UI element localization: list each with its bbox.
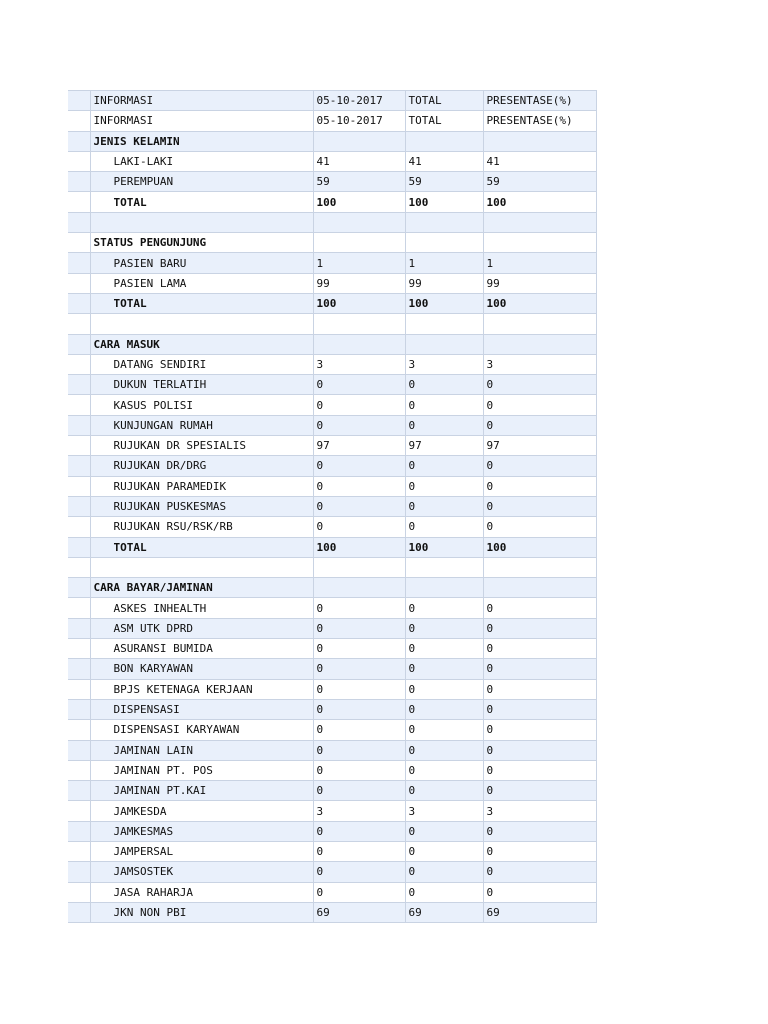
date-value-cell: 0	[313, 476, 405, 496]
percentage-value-cell: 100	[483, 293, 596, 313]
date-value-cell: 05-10-2017	[313, 111, 405, 131]
table-row	[68, 740, 596, 760]
label-cell: ASKES INHEALTH	[90, 598, 313, 618]
table-row	[68, 517, 596, 537]
percentage-value-cell: PRESENTASE(%)	[483, 91, 596, 111]
table-row	[68, 253, 596, 273]
total-value-cell: 0	[405, 395, 483, 415]
row-gutter-cell	[68, 598, 90, 618]
row-gutter-cell	[68, 91, 90, 111]
date-value-cell: 97	[313, 436, 405, 456]
label-cell: JAMPERSAL	[90, 841, 313, 861]
label-cell: JAMSOSTEK	[90, 862, 313, 882]
row-gutter-cell	[68, 801, 90, 821]
total-value-cell: 0	[405, 415, 483, 435]
row-gutter-cell	[68, 496, 90, 516]
total-value-cell: 1	[405, 253, 483, 273]
row-gutter-cell	[68, 760, 90, 780]
percentage-value-cell	[483, 314, 596, 334]
total-value-cell	[405, 131, 483, 151]
label-cell: LAKI-LAKI	[90, 151, 313, 171]
total-value-cell: 59	[405, 172, 483, 192]
percentage-value-cell: 0	[483, 659, 596, 679]
label-cell: JAMKESDA	[90, 801, 313, 821]
percentage-value-cell	[483, 578, 596, 598]
row-gutter-cell	[68, 821, 90, 841]
row-gutter-cell	[68, 862, 90, 882]
label-cell: TOTAL	[90, 293, 313, 313]
table-row	[68, 841, 596, 861]
percentage-value-cell	[483, 334, 596, 354]
label-cell	[90, 212, 313, 232]
table-row	[68, 882, 596, 902]
table-row	[68, 436, 596, 456]
table-row	[68, 618, 596, 638]
row-gutter-cell	[68, 131, 90, 151]
percentage-value-cell: PRESENTASE(%)	[483, 111, 596, 131]
label-cell: RUJUKAN PUSKESMAS	[90, 496, 313, 516]
row-gutter-cell	[68, 436, 90, 456]
row-gutter-cell	[68, 395, 90, 415]
percentage-value-cell: 0	[483, 415, 596, 435]
total-value-cell	[405, 314, 483, 334]
table-row	[68, 172, 596, 192]
total-value-cell: 0	[405, 517, 483, 537]
date-value-cell: 0	[313, 699, 405, 719]
date-value-cell: 0	[313, 639, 405, 659]
date-value-cell: 0	[313, 781, 405, 801]
date-value-cell: 0	[313, 760, 405, 780]
total-value-cell	[405, 557, 483, 577]
date-value-cell: 0	[313, 679, 405, 699]
total-value-cell: 0	[405, 699, 483, 719]
table-row	[68, 151, 596, 171]
percentage-value-cell: 0	[483, 679, 596, 699]
percentage-value-cell: 0	[483, 639, 596, 659]
label-cell: DISPENSASI	[90, 699, 313, 719]
header-row	[68, 91, 596, 111]
percentage-value-cell: 0	[483, 456, 596, 476]
percentage-value-cell: 0	[483, 821, 596, 841]
percentage-value-cell: 0	[483, 476, 596, 496]
row-gutter-cell	[68, 659, 90, 679]
label-cell: DATANG SENDIRI	[90, 354, 313, 374]
total-value-cell	[405, 212, 483, 232]
row-gutter-cell	[68, 517, 90, 537]
table-row	[68, 760, 596, 780]
total-value-cell: 0	[405, 496, 483, 516]
row-gutter-cell	[68, 781, 90, 801]
total-value-cell: 0	[405, 781, 483, 801]
total-value-cell: TOTAL	[405, 111, 483, 131]
percentage-value-cell: 0	[483, 760, 596, 780]
spacer-row	[68, 557, 596, 577]
percentage-value-cell: 3	[483, 801, 596, 821]
section-row	[68, 233, 596, 253]
label-cell: RUJUKAN DR SPESIALIS	[90, 436, 313, 456]
label-cell: JENIS KELAMIN	[90, 131, 313, 151]
date-value-cell: 0	[313, 882, 405, 902]
percentage-value-cell: 97	[483, 436, 596, 456]
row-gutter-cell	[68, 212, 90, 232]
date-value-cell	[313, 578, 405, 598]
table-row	[68, 496, 596, 516]
date-value-cell: 0	[313, 415, 405, 435]
label-cell: JKN NON PBI	[90, 902, 313, 922]
label-cell: JASA RAHARJA	[90, 882, 313, 902]
label-cell: PASIEN BARU	[90, 253, 313, 273]
total-value-cell: 41	[405, 151, 483, 171]
label-cell: JAMINAN LAIN	[90, 740, 313, 760]
row-gutter-cell	[68, 111, 90, 131]
label-cell: DUKUN TERLATIH	[90, 375, 313, 395]
spacer-row	[68, 212, 596, 232]
total-value-cell: 3	[405, 801, 483, 821]
percentage-value-cell: 0	[483, 375, 596, 395]
label-cell: TOTAL	[90, 192, 313, 212]
row-gutter-cell	[68, 679, 90, 699]
percentage-value-cell: 0	[483, 781, 596, 801]
table-row	[68, 679, 596, 699]
table-row	[68, 273, 596, 293]
date-value-cell: 0	[313, 740, 405, 760]
percentage-value-cell: 3	[483, 354, 596, 374]
row-gutter-cell	[68, 314, 90, 334]
row-gutter-cell	[68, 618, 90, 638]
label-cell: PEREMPUAN	[90, 172, 313, 192]
label-cell: ASURANSI BUMIDA	[90, 639, 313, 659]
label-cell: ASM UTK DPRD	[90, 618, 313, 638]
total-value-cell: 0	[405, 476, 483, 496]
row-gutter-cell	[68, 415, 90, 435]
total-value-cell: 0	[405, 760, 483, 780]
total-value-cell: 100	[405, 192, 483, 212]
row-gutter-cell	[68, 334, 90, 354]
total-row	[68, 192, 596, 212]
percentage-value-cell: 0	[483, 395, 596, 415]
percentage-value-cell: 0	[483, 517, 596, 537]
percentage-value-cell: 69	[483, 902, 596, 922]
percentage-value-cell: 0	[483, 841, 596, 861]
date-value-cell	[313, 557, 405, 577]
table-row	[68, 781, 596, 801]
label-cell: JAMKESMAS	[90, 821, 313, 841]
row-gutter-cell	[68, 476, 90, 496]
percentage-value-cell: 59	[483, 172, 596, 192]
label-cell: RUJUKAN DR/DRG	[90, 456, 313, 476]
percentage-value-cell: 0	[483, 862, 596, 882]
table-row	[68, 395, 596, 415]
date-value-cell	[313, 314, 405, 334]
label-cell: DISPENSASI KARYAWAN	[90, 720, 313, 740]
label-cell	[90, 557, 313, 577]
percentage-value-cell: 0	[483, 598, 596, 618]
total-value-cell: 0	[405, 720, 483, 740]
table-row	[68, 476, 596, 496]
row-gutter-cell	[68, 456, 90, 476]
label-cell: KUNJUNGAN RUMAH	[90, 415, 313, 435]
row-gutter-cell	[68, 293, 90, 313]
date-value-cell: 59	[313, 172, 405, 192]
table-row	[68, 354, 596, 374]
date-value-cell: 99	[313, 273, 405, 293]
date-value-cell: 3	[313, 801, 405, 821]
table-row	[68, 699, 596, 719]
total-value-cell: 69	[405, 902, 483, 922]
date-value-cell	[313, 233, 405, 253]
table-row	[68, 415, 596, 435]
spacer-row	[68, 314, 596, 334]
date-value-cell: 3	[313, 354, 405, 374]
total-value-cell: 0	[405, 679, 483, 699]
label-cell: CARA MASUK	[90, 334, 313, 354]
percentage-value-cell: 0	[483, 720, 596, 740]
row-gutter-cell	[68, 902, 90, 922]
table-row	[68, 375, 596, 395]
label-cell: JAMINAN PT.KAI	[90, 781, 313, 801]
percentage-value-cell: 0	[483, 496, 596, 516]
date-value-cell: 05-10-2017	[313, 91, 405, 111]
row-gutter-cell	[68, 841, 90, 861]
label-cell: STATUS PENGUNJUNG	[90, 233, 313, 253]
percentage-value-cell: 0	[483, 699, 596, 719]
date-value-cell: 0	[313, 821, 405, 841]
label-cell: RUJUKAN RSU/RSK/RB	[90, 517, 313, 537]
label-cell: TOTAL	[90, 537, 313, 557]
total-row	[68, 293, 596, 313]
date-value-cell: 100	[313, 293, 405, 313]
row-gutter-cell	[68, 192, 90, 212]
date-value-cell: 0	[313, 862, 405, 882]
visitor-report-table	[68, 90, 597, 923]
date-value-cell	[313, 212, 405, 232]
row-gutter-cell	[68, 578, 90, 598]
table-row	[68, 639, 596, 659]
percentage-value-cell: 41	[483, 151, 596, 171]
date-value-cell: 0	[313, 659, 405, 679]
table-row	[68, 456, 596, 476]
date-value-cell	[313, 131, 405, 151]
date-value-cell: 0	[313, 618, 405, 638]
percentage-value-cell	[483, 557, 596, 577]
total-value-cell: 0	[405, 841, 483, 861]
table-row	[68, 598, 596, 618]
total-value-cell: 3	[405, 354, 483, 374]
table-row	[68, 902, 596, 922]
report-table-body	[68, 91, 596, 923]
date-value-cell: 41	[313, 151, 405, 171]
section-row	[68, 131, 596, 151]
row-gutter-cell	[68, 273, 90, 293]
date-value-cell: 0	[313, 496, 405, 516]
row-gutter-cell	[68, 699, 90, 719]
header-row	[68, 111, 596, 131]
row-gutter-cell	[68, 375, 90, 395]
percentage-value-cell	[483, 233, 596, 253]
total-value-cell: 0	[405, 821, 483, 841]
date-value-cell: 0	[313, 375, 405, 395]
total-row	[68, 537, 596, 557]
total-value-cell	[405, 233, 483, 253]
date-value-cell	[313, 334, 405, 354]
label-cell: BPJS KETENAGA KERJAAN	[90, 679, 313, 699]
percentage-value-cell: 0	[483, 618, 596, 638]
percentage-value-cell: 0	[483, 740, 596, 760]
label-cell: KASUS POLISI	[90, 395, 313, 415]
row-gutter-cell	[68, 537, 90, 557]
date-value-cell: 0	[313, 841, 405, 861]
date-value-cell: 0	[313, 720, 405, 740]
total-value-cell	[405, 578, 483, 598]
date-value-cell: 0	[313, 517, 405, 537]
date-value-cell: 100	[313, 192, 405, 212]
label-cell: JAMINAN PT. POS	[90, 760, 313, 780]
date-value-cell: 1	[313, 253, 405, 273]
date-value-cell: 0	[313, 598, 405, 618]
label-cell: PASIEN LAMA	[90, 273, 313, 293]
total-value-cell: 0	[405, 740, 483, 760]
row-gutter-cell	[68, 740, 90, 760]
date-value-cell: 0	[313, 395, 405, 415]
label-cell: INFORMASI	[90, 91, 313, 111]
percentage-value-cell	[483, 131, 596, 151]
table-row	[68, 801, 596, 821]
total-value-cell: 0	[405, 639, 483, 659]
label-cell: BON KARYAWAN	[90, 659, 313, 679]
total-value-cell: 0	[405, 598, 483, 618]
date-value-cell: 0	[313, 456, 405, 476]
percentage-value-cell: 0	[483, 882, 596, 902]
total-value-cell: 0	[405, 618, 483, 638]
percentage-value-cell	[483, 212, 596, 232]
row-gutter-cell	[68, 639, 90, 659]
table-row	[68, 659, 596, 679]
total-value-cell: 0	[405, 375, 483, 395]
row-gutter-cell	[68, 233, 90, 253]
total-value-cell: TOTAL	[405, 91, 483, 111]
row-gutter-cell	[68, 354, 90, 374]
row-gutter-cell	[68, 151, 90, 171]
percentage-value-cell: 100	[483, 192, 596, 212]
table-row	[68, 821, 596, 841]
total-value-cell: 0	[405, 659, 483, 679]
row-gutter-cell	[68, 253, 90, 273]
total-value-cell: 0	[405, 862, 483, 882]
label-cell: INFORMASI	[90, 111, 313, 131]
total-value-cell	[405, 334, 483, 354]
total-value-cell: 100	[405, 537, 483, 557]
percentage-value-cell: 99	[483, 273, 596, 293]
table-row	[68, 862, 596, 882]
label-cell	[90, 314, 313, 334]
row-gutter-cell	[68, 720, 90, 740]
total-value-cell: 97	[405, 436, 483, 456]
label-cell: RUJUKAN PARAMEDIK	[90, 476, 313, 496]
percentage-value-cell: 100	[483, 537, 596, 557]
row-gutter-cell	[68, 557, 90, 577]
table-row	[68, 720, 596, 740]
label-cell: CARA BAYAR/JAMINAN	[90, 578, 313, 598]
total-value-cell: 0	[405, 456, 483, 476]
total-value-cell: 0	[405, 882, 483, 902]
percentage-value-cell: 1	[483, 253, 596, 273]
date-value-cell: 100	[313, 537, 405, 557]
total-value-cell: 100	[405, 293, 483, 313]
total-value-cell: 99	[405, 273, 483, 293]
row-gutter-cell	[68, 172, 90, 192]
row-gutter-cell	[68, 882, 90, 902]
date-value-cell: 69	[313, 902, 405, 922]
section-row	[68, 334, 596, 354]
section-row	[68, 578, 596, 598]
